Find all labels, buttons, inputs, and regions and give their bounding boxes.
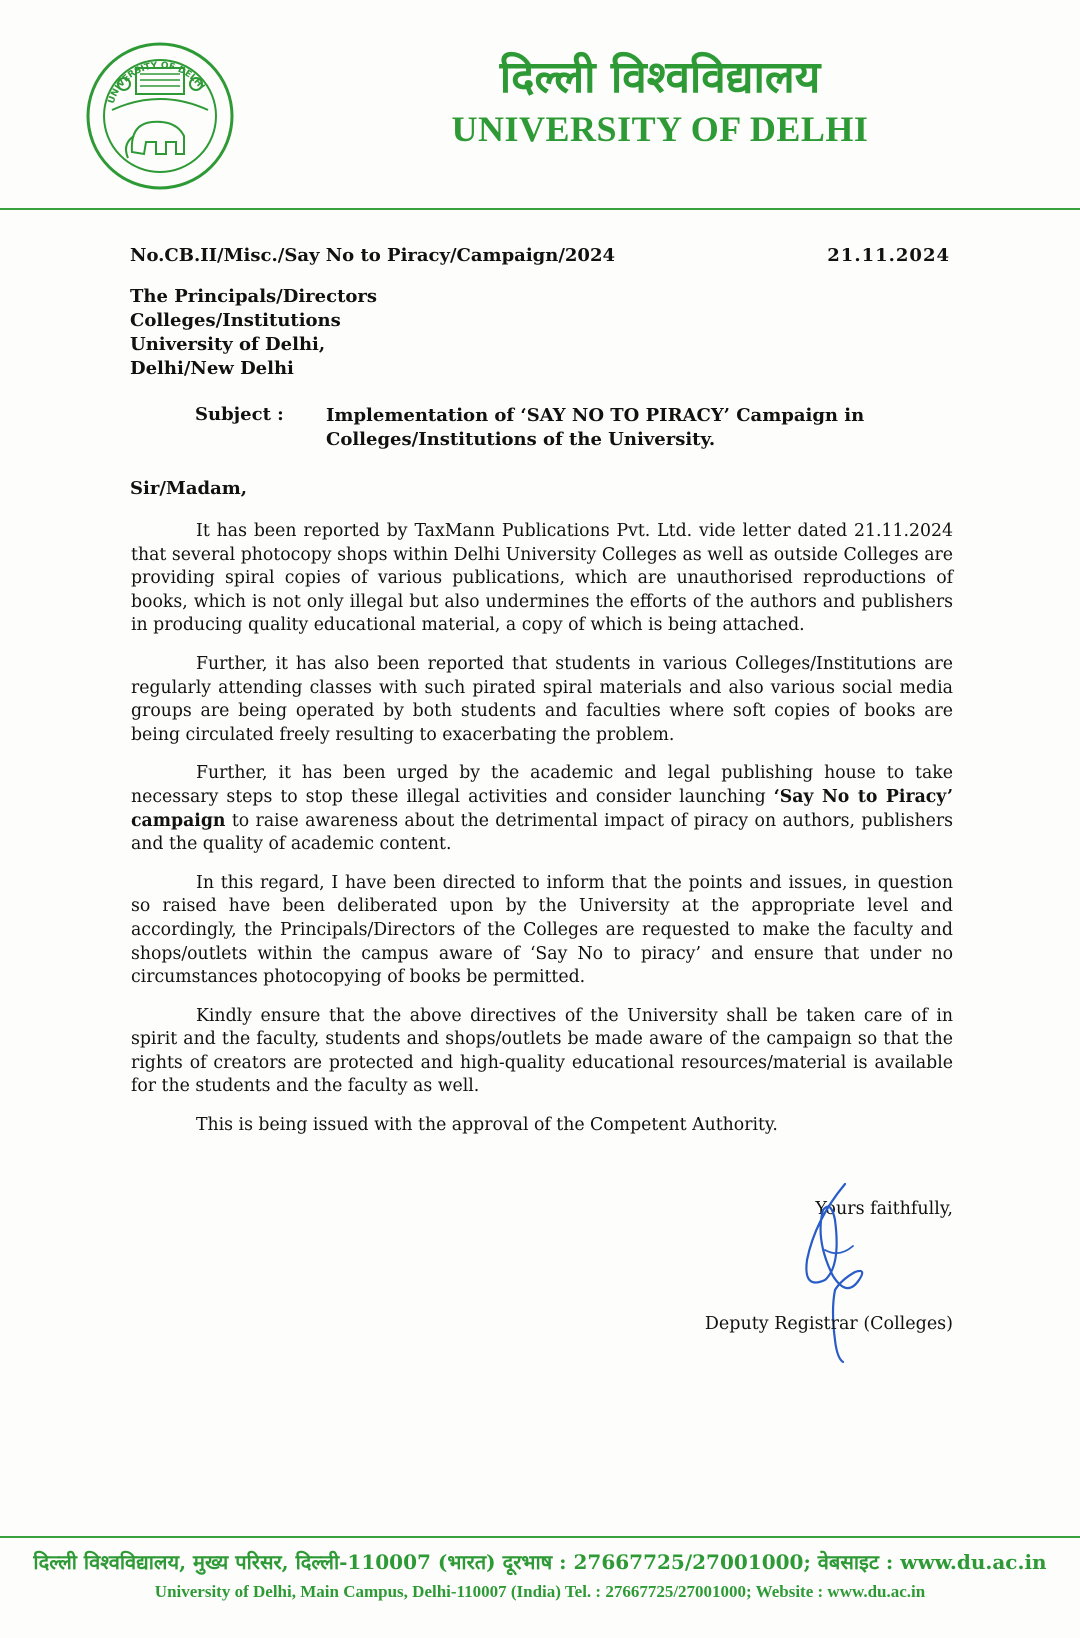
paragraph-4: In this regard, I have been directed to inform that the points and issues, in question so raised have been deliberated upon by the University at the appropriate level and accordingly, the Principals/Directors of the Colleges are requested to make the faculty and shops/outlets within the campus aware of ‘Say No to piracy’ and ensure that under no circumstances photocopying of books be permitted. xyxy=(131,872,953,988)
header-title-english: UNIVERSITY OF DELHI xyxy=(451,109,869,149)
paragraph-1: It has been reported by TaxMann Publications Pvt. Ltd. vide letter dated 21.11.2024 that several photocopy shops within Delhi University Colleges as well as outside Colleges are providing spiral copies of various publications, which are unauthorised reproductions of books, which is not only illegal but also undermines the efforts of the authors and publishers in producing quality educational material, a copy of which is being attached. xyxy=(131,521,953,636)
paragraph-3 xyxy=(131,762,953,856)
paragraph-2: Further, it has also been reported that students in various Colleges/Institutions are regularly attending classes with such pirated spiral materials and also various social media groups are being operated by both students and faculties where soft copies of books are being circulated freely resulting to exacerbating the problem. xyxy=(131,653,953,745)
university-seal-logo xyxy=(84,40,236,192)
salutation: Sir/Madam, xyxy=(130,478,248,499)
paragraph-3-text-end: to raise awareness about the detrimental impact of piracy on authors, publishers and the quality of academic content. xyxy=(131,810,953,855)
addressee-line: The Principals/Directors xyxy=(130,286,378,307)
reference-number: No.CB.II/Misc./Say No to Piracy/Campaign/2024 xyxy=(130,245,616,266)
addressee-line: Colleges/Institutions xyxy=(130,310,341,331)
campaign-name-bold: ‘Say No to Piracy’ campaign xyxy=(131,786,953,831)
paragraph-6: This is being issued with the approval of the Competent Authority. xyxy=(196,1115,778,1136)
seal-top-text: UNIVERSITY OF DELHI xyxy=(106,60,207,106)
addressee-block xyxy=(130,285,377,381)
handwritten-signature xyxy=(795,1180,885,1370)
paragraph-5: Kindly ensure that the above directives of the University shall be taken care of in spirit and the faculty, students and shops/outlets be made aware of the campaign so that the rights of creators are protected and high-quality educational resources/material is available for the students and the faculty as well. xyxy=(131,1005,953,1097)
addressee-line: Delhi/New Delhi xyxy=(130,358,294,379)
subject-text: Implementation of ‘SAY NO TO PIRACY’ Campaign in Colleges/Institutions of the University. xyxy=(326,405,865,450)
closing-text: Yours faithfully, xyxy=(815,1199,953,1219)
letter-body xyxy=(131,520,953,1153)
header-title-hindi: दिल्ली विश्वविद्यालय xyxy=(499,52,821,103)
header-divider xyxy=(0,208,1080,210)
signatory-designation: Deputy Registrar (Colleges) xyxy=(704,1314,953,1334)
subject-label: Subject : xyxy=(195,404,284,425)
paragraph-3-text: Further, it has been urged by the academic and legal publishing house to take necessary steps to stop these illegal activities and consider launching xyxy=(131,763,953,807)
addressee-line: University of Delhi, xyxy=(130,334,326,355)
footer-address-english: University of Delhi, Main Campus, Delhi-110007 (India) Tel. : 27667725/27001000; Website : www.du.ac.in xyxy=(154,1582,926,1601)
letter-date: 21.11.2024 xyxy=(827,245,950,266)
footer-divider xyxy=(0,1536,1080,1538)
footer-address-hindi: दिल्ली विश्वविद्यालय, मुख्य परिसर, दिल्ली-110007 (भारत) दूरभाष : 27667725/27001000; वेबसाइट : www.du.ac.in xyxy=(33,1550,1047,1574)
